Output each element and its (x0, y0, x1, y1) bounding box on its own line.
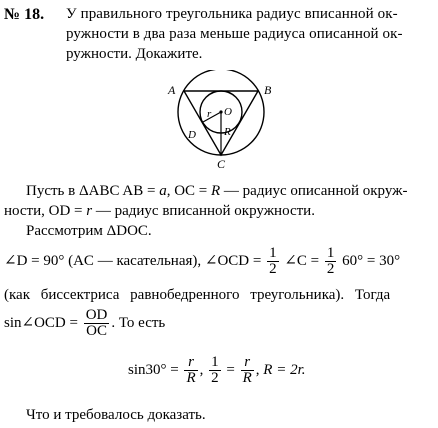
solution-line-2: ности, OD = r — радиус вписанной окружности. (4, 203, 315, 219)
geometry-figure (160, 70, 290, 170)
label-r-big: R (224, 126, 231, 138)
problem-number: № 18. (4, 6, 45, 23)
solution-line-1: Пусть в ΔABC AB = a, OC = R — радиус описанной окруж- (26, 183, 408, 199)
label-b: B (264, 83, 272, 97)
fraction-r-over-R-2: $\frac{r}{R}$ (242, 354, 252, 386)
fraction-one-half-1: $\frac{1}{2}$ (269, 245, 277, 277)
label-a: A (168, 83, 176, 97)
solution-line-6: sin∠OCD = $\frac{OD}{OC}$ . То есть (4, 307, 166, 339)
solution-line-3: Рассмотрим ΔDOC. (26, 223, 152, 239)
fraction-one-half-2: $\frac{1}{2}$ (326, 245, 335, 277)
fraction-od-oc: $\frac{OD}{OC}$ (85, 307, 108, 339)
problem-text-line-2: ружности в два раза меньше радиуса описанной ок- (66, 26, 403, 42)
conclusion: Что и требовалось доказать. (26, 407, 206, 423)
fraction-r-over-R-1: $\frac{r}{R}$ (186, 354, 196, 386)
solution-line-4: ∠D = 90° (AC — касательная), ∠OCD = $\frac{1}{2}$ ∠C = $\frac{1}{2}$ 60° = 30° (4, 245, 401, 277)
radius-od (203, 112, 221, 122)
equation-line: sin30° = $\frac{r}{R}$ , $\frac{1}{2}$ = $\frac{r}{R}$ , R = 2r. (128, 354, 306, 386)
problem-text-line-3: ружности. Докажите. (66, 46, 203, 62)
solution-line-5: (как биссектриса равнобедренного треугольника). Тогда (4, 287, 391, 303)
label-o: O (224, 106, 232, 118)
center-point-o (219, 110, 222, 113)
label-c: C (217, 157, 226, 170)
fraction-one-half-3: $\frac{1}{2}$ (211, 354, 219, 386)
problem-text-line-1: У правильного треугольника радиус вписанной ок- (66, 6, 398, 22)
label-r-small: r (207, 108, 212, 120)
label-d: D (188, 129, 196, 141)
